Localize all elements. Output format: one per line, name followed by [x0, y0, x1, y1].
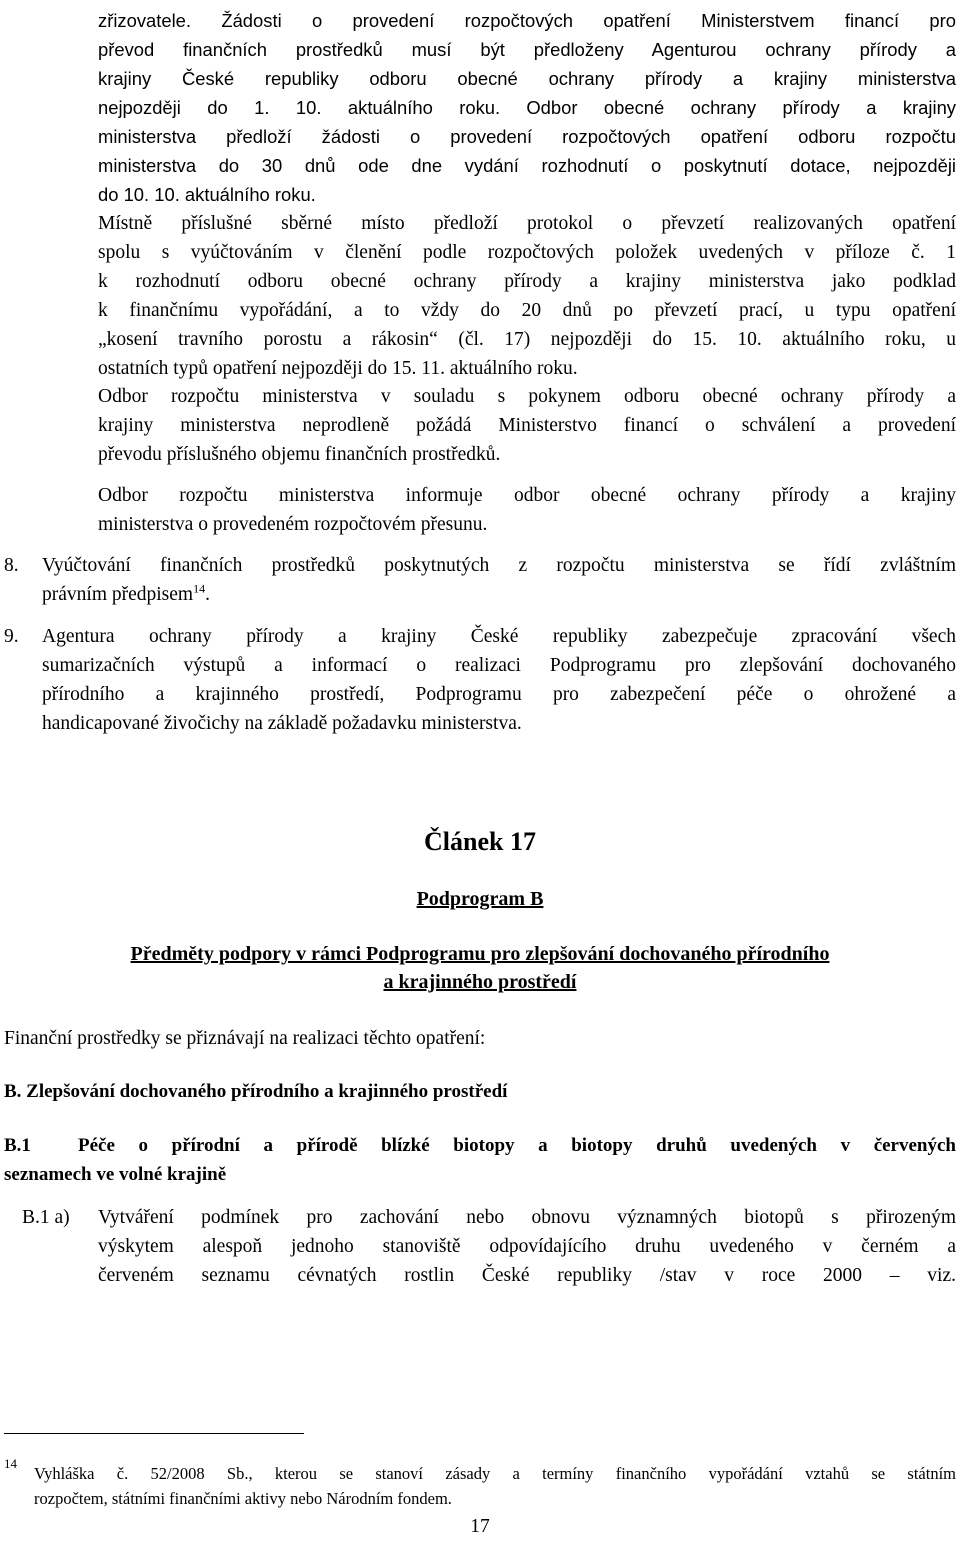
item-number: 8. [4, 555, 19, 576]
text-fragment: . [205, 584, 210, 605]
article-subtitle: Podprogram B [416, 888, 544, 910]
text-line: nejpozději do 1. 10. aktuálního roku. [98, 97, 501, 118]
text-line: červeném seznamu cévnatých rostlin České republiky /stav v roce 2000 – viz. [98, 1265, 956, 1286]
text-line: spolu s vyúčtováním v členění podle rozpočtových položek uvedených v příloze č. 1 [98, 242, 956, 263]
section-b1-number: B.1 [4, 1135, 31, 1156]
footnote-text [34, 1461, 956, 1511]
text-line: sumarizačních výstupů a informací o realizaci Podprogramu pro zlepšování dochovaného [42, 655, 956, 676]
text-line: ministerstva předloží žádosti o provedení rozpočtových opatření odboru rozpočtu [98, 126, 956, 147]
footnote-reference[interactable]: 14 [193, 581, 206, 596]
text-line [42, 580, 956, 609]
page-number: 17 [470, 1516, 490, 1537]
text-line: „kosení travního porostu a rákosin“ (čl. 17) nejpozději do 15. 10. aktuálního roku, u [98, 329, 956, 350]
text-line: handicapované živočichy na základě požadavku ministerstva. [42, 713, 522, 734]
text-line: k rozhodnutí odboru obecné ochrany přírody a krajiny ministerstva jako podklad [98, 271, 956, 292]
intro-text: Finanční prostředky se přiznávají na realizaci těchto opatření: [4, 1028, 486, 1049]
text-fragment: právním předpisem [42, 584, 194, 605]
item-b1a-text [98, 1203, 956, 1290]
text-line: Vyhláška č. 52/2008 Sb., kterou se stanoví zásady a termíny finančního vypořádání vztahů se státním [34, 1464, 956, 1483]
paragraph-protocol [98, 209, 956, 383]
text-line: ministerstva do 30 dnů ode dne vydání rozhodnutí o poskytnutí dotace, nejpozději [98, 155, 956, 176]
paragraph-inform [98, 481, 956, 539]
text-line: přírodního a krajinného prostředí, Podprogramu pro zabezpečení péče o ohrožené a [42, 684, 956, 705]
text-line: Odbor rozpočtu ministerstva v souladu s pokynem odboru obecné ochrany přírody a [98, 386, 956, 407]
paragraph-budget-requests-line4 [98, 93, 956, 123]
footnote-separator [4, 1433, 304, 1434]
text-line: rozpočtem, státními finančními aktivy nebo Národním fondem. [34, 1489, 452, 1508]
text-line: Péče o přírodní a přírodě blízké biotopy a biotopy druhů uvedených v červených [78, 1135, 956, 1156]
text-line: ministerstva o provedeném rozpočtovém přesunu. [98, 514, 488, 535]
article-heading-line: a krajinného prostředí [383, 971, 577, 993]
text-line: krajiny ministerstva neprodleně požádá Ministerstvo financí o schválení a provedení [98, 415, 956, 436]
article-title: Článek 17 [424, 827, 536, 856]
text-line: převod finančních prostředků musí být předloženy Agenturou ochrany přírody a [98, 39, 956, 60]
item-8-text [42, 551, 956, 609]
text-line: převodu příslušného objemu finančních prostředků. [98, 444, 501, 465]
text-line: do 10. 10. aktuálního roku. [98, 184, 316, 205]
paragraph-budget-requests-cont [98, 122, 956, 209]
text-line: Vytváření podmínek pro zachování nebo obnovu významných biotopů s přirozeným [98, 1207, 956, 1228]
text-line: Místně příslušné sběrné místo předloží protokol o převzetí realizovaných opatření [98, 213, 956, 234]
item-9-text [42, 622, 956, 738]
footnote-number: 14 [4, 1456, 17, 1471]
text-line: k finančnímu vypořádání, a to vždy do 20 dnů po převzetí prací, u typu opatření [98, 300, 956, 321]
item-label: B.1 a) [22, 1207, 70, 1228]
text-line: ostatních typů opatření nejpozději do 15. 11. aktuálního roku. [98, 358, 578, 379]
section-b-heading: B. Zlepšování dochovaného přírodního a krajinného prostředí [4, 1081, 508, 1102]
text-line: Agentura ochrany přírody a krajiny České republiky zabezpečuje zpracování všech [42, 626, 956, 647]
text-line: Odbor rozpočtu ministerstva informuje odbor obecné ochrany přírody a krajiny [98, 485, 956, 506]
paragraph-budget-transfer [98, 382, 956, 469]
section-b1-heading [4, 1131, 956, 1189]
text-line: Odbor obecné ochrany přírody a krajiny [526, 97, 956, 118]
text-line: Vyúčtování finančních prostředků poskytnutých z rozpočtu ministerstva se řídí zvláštním [42, 555, 956, 576]
text-line: krajiny České republiky odboru obecné ochrany přírody a krajiny ministerstva [98, 68, 956, 89]
article-heading-line: Předměty podpory v rámci Podprogramu pro zlepšování dochovaného přírodního [130, 943, 830, 965]
item-number: 9. [4, 626, 19, 647]
text-line: seznamech ve volné krajině [4, 1164, 227, 1185]
text-line: výskytem alespoň jednoho stanoviště odpovídajícího druhu uvedeného v černém a [98, 1236, 956, 1257]
paragraph-budget-requests [98, 6, 956, 93]
text-line: zřizovatele. Žádosti o provedení rozpočtových opatření Ministerstvem financí pro [98, 10, 956, 31]
